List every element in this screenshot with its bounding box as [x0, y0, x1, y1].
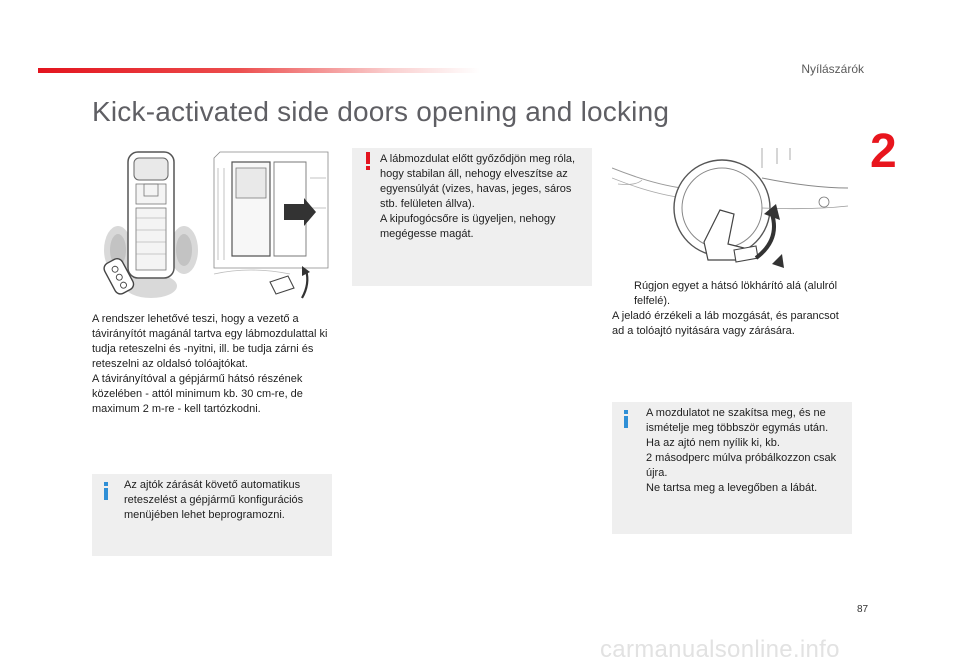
warning-text: A lábmozdulat előtt győződjön meg róla, hogy stabilan áll, nehogy elveszítse az egyensúlyát (vizes, havas, jeges, sáros stb. felületen állva). A kipufogócsőre is ügyeljen, nehogy megégesse magát.: [380, 153, 576, 240]
van-top-view-illustration: [92, 148, 210, 306]
section-label: Nyílászárók: [801, 62, 864, 76]
kick-under-bumper-illustration: [612, 148, 852, 268]
intro-text: A rendszer lehetővé teszi, hogy a vezető a távirányítót magánál tartva egy lábmozdulattal ki tudja reteszelni és -nyitni, ill. be tudja zárni és reteszelni az oldalsó tolóajtókat. A távirányítóval a gépjármű hátsó részének közelében - attól minimum kb. 30 cm-re, de maximum 2 m-re - kell tartózkodni.: [92, 313, 328, 415]
watermark: carmanualsonline.info: [600, 636, 840, 663]
chapter-number: 2: [870, 125, 897, 178]
info-text-left: Az ajtók zárását követő automatikus reteszelést a gépjármű konfigurációs menüjében lehet beprogramozni.: [124, 479, 304, 521]
header-accent-bar: [38, 68, 480, 73]
info-icon: [102, 482, 110, 500]
exclamation-icon: [364, 152, 372, 170]
page-number: 87: [857, 604, 869, 615]
info-icon: [622, 410, 630, 428]
instruction-step-text: Rúgjon egyet a hátsó lökhárító alá (alulról felfelé).: [634, 280, 838, 307]
page-title: Kick-activated side doors opening and locking: [92, 96, 670, 127]
instruction-result-text: A jeladó érzékeli a láb mozgását, és parancsot ad a tolóajtó nyitására vagy zárására.: [612, 310, 839, 337]
info-text-right: A mozdulatot ne szakítsa meg, és ne ismételje meg többször egymás után. Ha az ajtó nem nyílik ki, kb. 2 másodperc múlva próbálkozzon csak újra. Ne tartsa meg a levegőben a lábát.: [646, 407, 837, 494]
sliding-door-side-illustration: [210, 148, 332, 306]
